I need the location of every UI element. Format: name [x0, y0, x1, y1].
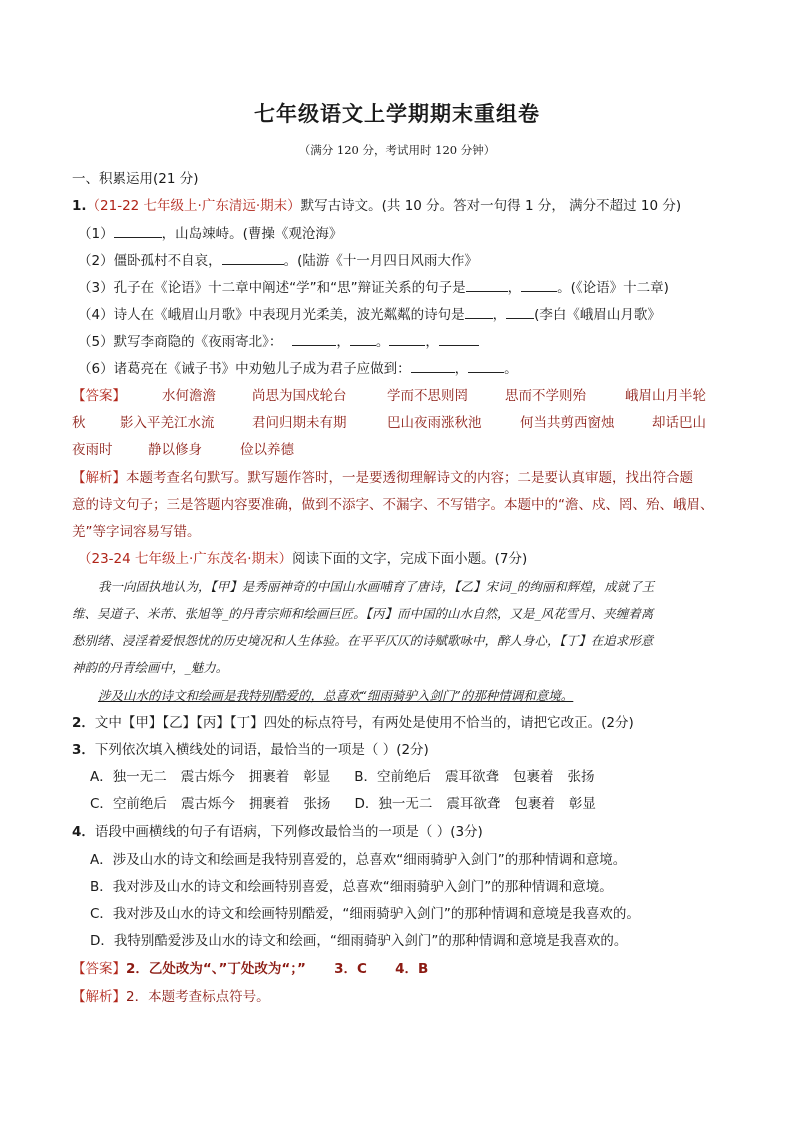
question-source: （21-22 七年级上·广东清远·期末） — [86, 198, 301, 214]
blank — [114, 224, 162, 238]
answer-2: 【答案】2．乙处改为“、”丁处改为“；” 3．C 4．B — [72, 961, 429, 977]
passage-intro: （23-24 七年级上·广东茂名·期末）阅读下面的文字，完成下面小题。(7分) — [78, 551, 528, 567]
question-4: 4．语段中画横线的句子有语病，下列修改最恰当的一项是（ ）(3分) — [72, 824, 483, 840]
blank — [466, 278, 508, 292]
q3-options-row-2: C．空前绝后 震古烁今 拥裹着 张扬 D．独一无二 震耳欲聋 包裹着 彰显 — [90, 796, 596, 812]
q4-option-b: B．我对涉及山水的诗文和绘画特别喜爱，总喜欢“细雨骑驴入剑门”的那种情调和意境。 — [90, 879, 613, 895]
answer-item: 秋 — [72, 415, 86, 431]
answer-item: 静以修身 — [148, 442, 202, 458]
option-label: A． — [90, 769, 113, 785]
section-heading: 一、积累运用(21 分) — [72, 171, 199, 187]
blank — [439, 332, 479, 346]
blank — [389, 332, 425, 346]
option-label: B． — [354, 769, 378, 785]
analysis-1-line-1: 【解析】本题考查名句默写。默写题作答时，一是要透彻理解诗文的内容；二是要认真审题，找出符合题 — [72, 470, 693, 486]
q4-option-d: D．我特别酷爱涉及山水的诗文和绘画，“细雨骑驴入剑门”的那种情调和意境是我喜欢的。 — [90, 933, 628, 949]
answer-item: 水何澹澹 — [162, 388, 216, 404]
fill-item-1: （1） ，山岛竦峙。(曹操《观沧海》 — [78, 226, 343, 242]
analysis-label: 【解析】 — [72, 989, 126, 1005]
answer-item: 影入平羌江水流 — [120, 415, 215, 431]
analysis-label: 【解析】 — [72, 470, 126, 486]
fill-item-4: （4）诗人在《峨眉山月歌》中表现月光柔美，波光粼粼的诗句是 ， (李白《峨眉山月歌》 — [78, 307, 661, 323]
passage-line-3: 愁别绪、浸淫着爱恨怨忧的历史境况和人生体验。在平平仄仄的诗赋歌咏中，醉人身心，【丁】在追求形意 — [72, 633, 654, 648]
passage-line-4: 神韵的丹青绘画中，_魅力。 — [72, 660, 229, 675]
answer-item: 何当共剪西窗烛 — [520, 415, 615, 431]
answer-item: 尚思为国戍轮台 — [252, 388, 347, 404]
blank — [506, 305, 534, 319]
blank — [411, 359, 455, 373]
blank — [465, 305, 493, 319]
blank — [521, 278, 557, 292]
answer-item: 学而不思则罔 — [387, 388, 468, 404]
blank — [292, 332, 336, 346]
q3-options-row-1: A．独一无二 震古烁今 拥裹着 彰显 B．空前绝后 震耳欲聋 包裹着 张扬 — [90, 769, 595, 785]
fill-item-6: （6）诸葛亮在《诫子书》中劝勉儿子成为君子应做到： ， 。 — [78, 361, 518, 377]
passage-line-2: 维、吴道子、米芾、张旭等_的丹青宗师和绘画巨匠。【丙】而中国的山水自然，又是_风花雪月、夹缠着离 — [72, 606, 654, 621]
answer-item: 峨眉山月半轮 — [625, 388, 706, 404]
option-label: C． — [90, 796, 113, 812]
page-subtitle: （满分 120 分，考试用时 120 分钟） — [298, 143, 496, 157]
answer-item: 俭以养德 — [240, 442, 294, 458]
analysis-2: 【解析】2．本题考查标点符号。 — [72, 989, 270, 1005]
answer-item: 却话巴山 — [652, 415, 706, 431]
answer-item: 君问归期未有期 — [252, 415, 347, 431]
blank — [468, 359, 504, 373]
fill-item-2: （2）僵卧孤村不自哀， 。(陆游《十一月四日风雨大作》 — [78, 253, 478, 269]
question-3: 3．下列依次填入横线处的词语，最恰当的一项是（ ）(2分) — [72, 742, 429, 758]
passage-line-1: 我一向固执地认为，【甲】是秀丽神奇的中国山水画哺育了唐诗，【乙】宋词_的绚丽和辉煌，成就了王 — [98, 579, 655, 594]
answer-label: 【答案】 — [72, 388, 126, 404]
fill-item-5: （5）默写李商隐的《夜雨寄北》： ， 。 ， — [78, 332, 734, 351]
answer-item: 夜雨时 — [72, 442, 113, 458]
analysis-1-line-3: 羌”等字词容易写错。 — [72, 524, 201, 540]
underlined-sentence: 涉及山水的诗文和绘画是我特别酷爱的，总喜欢“细雨骑驴入剑门”的那种情调和意境。 — [98, 688, 574, 703]
option-label: D． — [354, 796, 379, 812]
q4-option-a: A．涉及山水的诗文和绘画是我特别喜爱的，总喜欢“细雨骑驴入剑门”的那种情调和意境。 — [90, 852, 627, 868]
question-2: 2．文中【甲】【乙】【丙】【丁】四处的标点符号，有两处是使用不恰当的，请把它改正。(2分) — [72, 715, 634, 731]
question-1 — [72, 197, 734, 215]
q4-option-c: C．我对涉及山水的诗文和绘画特别酷爱，“细雨骑驴入剑门”的那种情调和意境是我喜欢的。 — [90, 906, 640, 922]
page-title: 七年级语文上学期期末重组卷 — [254, 102, 540, 126]
passage-source: （23-24 七年级上·广东茂名·期末） — [78, 551, 293, 567]
blank — [222, 251, 284, 265]
question-number: 1. — [72, 198, 87, 214]
answer-item: 思而不学则殆 — [505, 388, 586, 404]
answer-label: 【答案】 — [72, 961, 126, 977]
analysis-1-line-2: 意的诗文句子；三是答题内容要准确，做到不添字、不漏字、不写错字。本题中的“澹、戍、罔、殆、峨眉、 — [72, 497, 714, 513]
question-stem: 默写古诗文。(共 10 分。答对一句得 1 分， 满分不超过 10 分) — [300, 198, 682, 214]
answer-item: 巴山夜雨涨秋池 — [387, 415, 482, 431]
fill-item-3: （3）孔子在《论语》十二章中阐述“学”和“思”辩证关系的句子是 ， 。(《论语》十二章) — [78, 280, 669, 296]
blank — [350, 332, 376, 346]
